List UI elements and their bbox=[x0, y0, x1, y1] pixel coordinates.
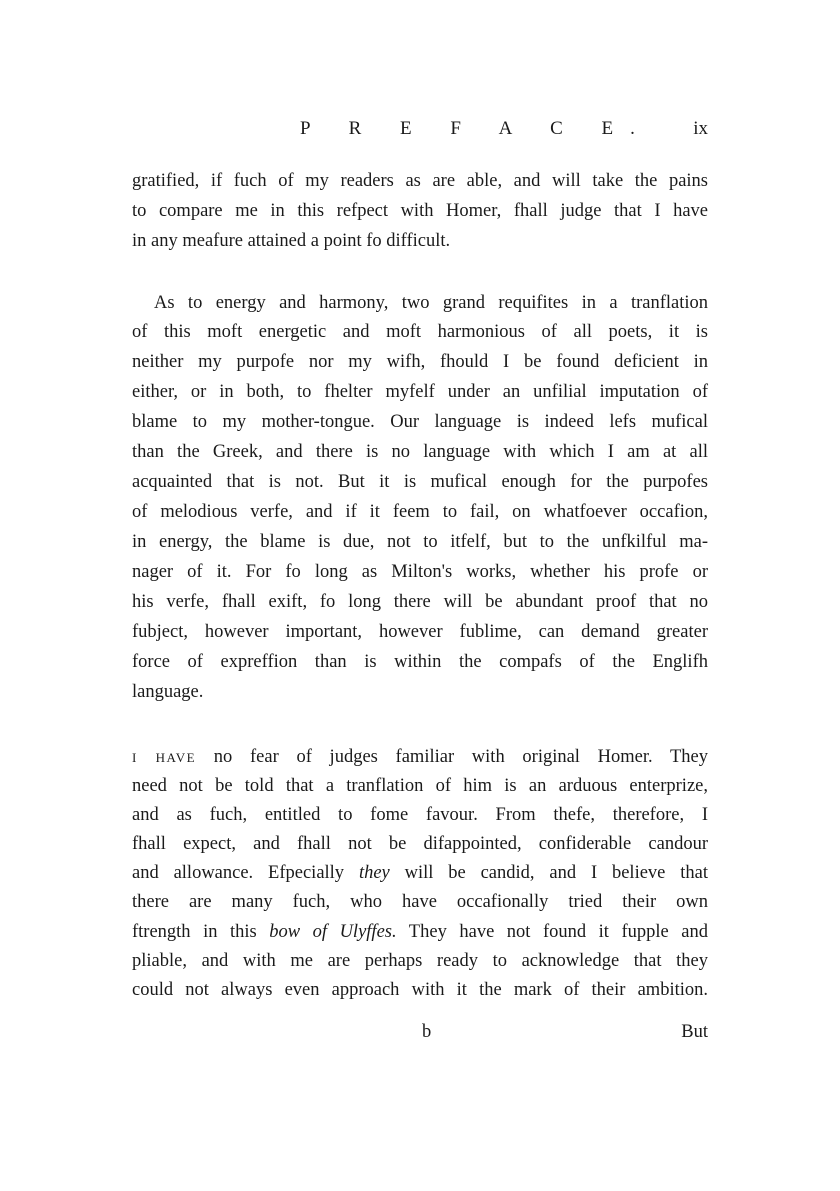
paragraph-1-line-1: gratified, if fuch of my readers as are able, and will take the pains bbox=[132, 171, 708, 191]
paragraph-2-line-3: neither my purpofe nor my wifh, fhould I be found deficient in bbox=[132, 352, 708, 372]
paragraph-3-line-1 bbox=[132, 743, 708, 771]
italic-they: they bbox=[358, 863, 390, 883]
paragraph-2-line-13: force of expreffion than is within the compafs of the Englifh bbox=[132, 652, 708, 672]
paragraph-3-line-2: need not be told that a tranflation of him is an arduous enterprize, bbox=[132, 776, 708, 796]
paragraph-2-line-7: acquainted that is not. But it is mufical enough for the purpofes bbox=[132, 472, 708, 492]
paragraph-2-line-5: blame to my mother-tongue. Our language is indeed lefs mufical bbox=[132, 412, 708, 432]
line-7-after: They have not found it fupple and bbox=[396, 922, 708, 942]
catchword: But bbox=[681, 1022, 708, 1042]
paragraph-3-line-1-rest: no fear of judges familiar with original Homer. They bbox=[196, 747, 709, 767]
paragraph-2-line-6: than the Greek, and there is no language with which I am at all bbox=[132, 442, 708, 462]
paragraph-2-line-2: of this moft energetic and moft harmonious of all poets, it is bbox=[132, 322, 708, 342]
signature-mark: b bbox=[422, 1022, 432, 1042]
paragraph-2-line-10: nager of it. For fo long as Milton's works, whether his profe or bbox=[132, 562, 708, 582]
paragraph-3-line-4: fhall expect, and fhall not be difappointed, confiderable candour bbox=[132, 834, 708, 854]
paragraph-2-line-4: either, or in both, to fhelter myfelf under an unfilial imputation of bbox=[132, 382, 708, 402]
paragraph-2-line-1: As to energy and harmony, two grand requifites in a tranflation bbox=[154, 293, 708, 313]
paragraph-1-line-3: in any meafure attained a point fo difficult. bbox=[132, 231, 451, 251]
paragraph-3-line-3: and as fuch, entitled to fome favour. From thefe, therefore, I bbox=[132, 805, 708, 825]
paragraph-3-line-5 bbox=[132, 859, 708, 887]
paragraph-2-line-14: language. bbox=[132, 682, 204, 702]
line-5-after: will be candid, and I believe that bbox=[389, 863, 708, 883]
paragraph-3-line-7 bbox=[132, 918, 708, 946]
paragraph-3-line-8: pliable, and with me are perhaps ready to acknowledge that they bbox=[132, 951, 708, 971]
line-7-before: ftrength in this bbox=[132, 922, 270, 942]
paragraph-3-line-6: there are many fuch, who have occafionally tried their own bbox=[132, 892, 708, 912]
italic-bow-of-ulysses: bow of Ulyffes. bbox=[269, 922, 397, 942]
page-footer bbox=[132, 1018, 708, 1046]
paragraph-2-line-11: his verfe, fhall exift, fo long there will be abundant proof that no bbox=[132, 592, 708, 612]
page-number: ix bbox=[693, 118, 708, 139]
running-head bbox=[130, 118, 710, 144]
running-title: P R E F A C E. bbox=[300, 118, 652, 139]
paragraph-2-line-8: of melodious verfe, and if it feem to fail, on whatfoever occafion, bbox=[132, 502, 708, 522]
paragraph-1-line-2: to compare me in this refpect with Homer, fhall judge that I have bbox=[132, 201, 708, 221]
paragraph-2-line-12: fubject, however important, however fublime, can demand greater bbox=[132, 622, 708, 642]
paragraph-2-line-9: in energy, the blame is due, not to itfelf, but to the unfkilful ma- bbox=[132, 532, 708, 552]
paragraph-3-line-9: could not always even approach with it the mark of their ambition. bbox=[132, 980, 708, 1000]
smallcaps-opening: I HAVE bbox=[132, 750, 197, 765]
line-5-before: and allowance. Efpecially bbox=[132, 863, 359, 883]
